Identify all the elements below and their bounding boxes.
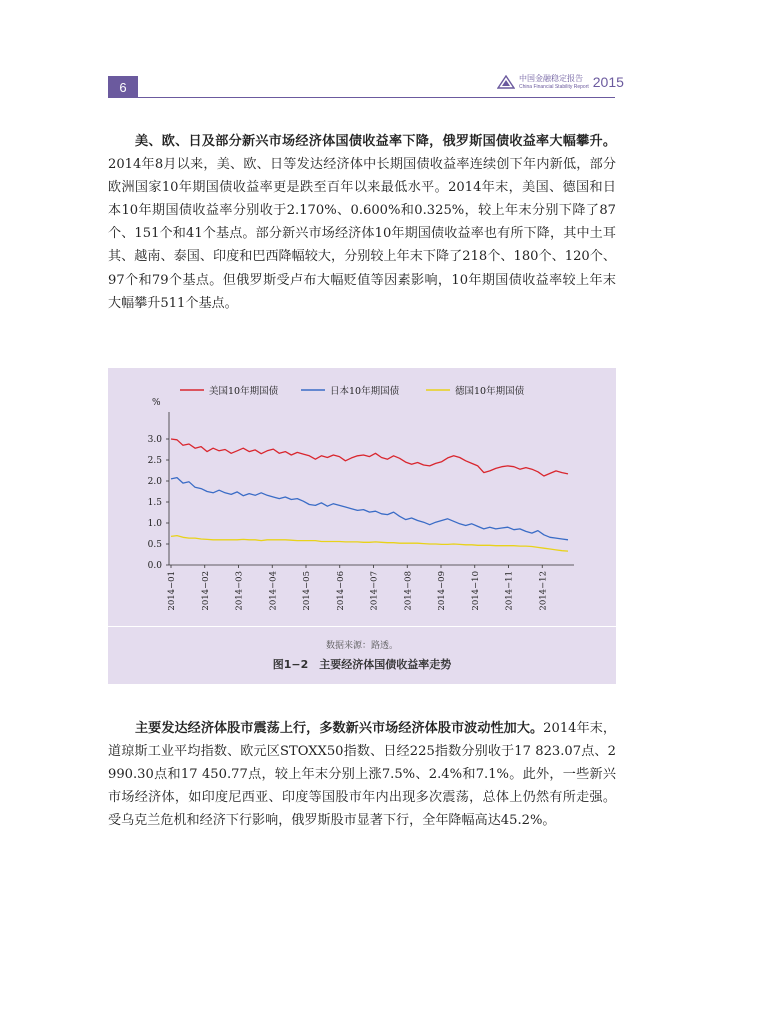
page-number <box>108 76 138 98</box>
paragraph-lead: 主要发达经济体股市震荡上行，多数新兴市场经济体股市波动性加大。 <box>135 721 544 736</box>
report-name <box>519 75 589 90</box>
paragraph-body: 2014年末，道琼斯工业平均指数、欧元区STOXX50指数、日经225指数分别收于17 823.07点、2 990.30点和17 450.77点，较上年末分别上涨7.5%、2.4%和7.1%。此外，一些新兴市场经济体，如印度尼西亚、印度等国股市年内出现多次震荡，总体上仍然有所走强。受乌克兰危机和经济下行影响，俄罗斯股市显著下行，全年降幅高达45.2%。 <box>108 721 616 829</box>
x-tick-label: 2014−06 <box>335 571 346 611</box>
report-title-cn: 中国金融稳定报告 <box>519 73 583 83</box>
y-tick-label: 1.5 <box>147 498 162 508</box>
y-axis-unit-label: % <box>152 398 161 408</box>
bond-yield-line-chart <box>108 368 616 621</box>
x-tick-label: 2014−02 <box>200 571 211 611</box>
y-tick-label: 0.5 <box>147 540 162 550</box>
series-line <box>171 536 568 552</box>
x-tick-label: 2014−09 <box>437 571 447 611</box>
y-tick-label: 3.0 <box>147 435 162 445</box>
x-tick-label: 2014−03 <box>234 571 245 611</box>
x-tick-label: 2014−11 <box>504 571 515 611</box>
legend-label: 德国10年期国债 <box>455 386 525 397</box>
paragraph-stock-markets <box>108 717 616 832</box>
x-tick-label: 2014−12 <box>538 571 549 611</box>
report-header-logo <box>497 74 624 90</box>
series-line <box>171 478 568 540</box>
paragraph-bond-yields <box>108 130 616 315</box>
legend-label: 美国10年期国债 <box>209 386 279 397</box>
figure-divider <box>108 626 616 627</box>
paragraph-lead: 美、欧、日及部分新兴市场经济体国债收益率下降，俄罗斯国债收益率大幅攀升。 <box>135 134 616 149</box>
pyramid-logo-icon <box>497 75 515 89</box>
header-rule <box>108 97 615 98</box>
x-tick-label: 2014−07 <box>369 571 380 611</box>
figure-source: 数据来源：路透。 <box>325 641 398 651</box>
y-tick-label: 2.0 <box>147 477 162 487</box>
report-title-en: China Financial Stability Report <box>519 83 589 90</box>
page-number-text: 6 <box>119 79 127 95</box>
y-tick-label: 1.0 <box>147 519 162 529</box>
legend-label: 日本10年期国债 <box>330 386 400 397</box>
x-tick-label: 2014−05 <box>302 571 312 611</box>
report-year: 2015 <box>592 74 624 90</box>
y-tick-label: 2.5 <box>147 456 162 466</box>
series-line <box>171 439 568 476</box>
paragraph-body: 2014年8月以来，美、欧、日等发达经济体中长期国债收益率连续创下年内新低，部分欧洲国家10年期国债收益率更是跌至百年以来最低水平。2014年末，美国、德国和日本10年期国债收益率分别收于2.170%、0.600%和0.325%，较上年末分别下降了87个、151个和41个基点。部分新兴市场经济体10年期国债收益率也有所下降，其中土耳其、越南、泰国、印度和巴西降幅较大，分别较上年末下降了218个、180个、120个、97个和79个基点。但俄罗斯受卢布大幅贬值等因素影响，10年期国债收益率较上年末大幅攀升511个基点。 <box>108 157 616 311</box>
figure-title: 图1−2 主要经济体国债收益率走势 <box>272 658 452 671</box>
x-tick-label: 2014−01 <box>167 571 177 611</box>
figure-1-2 <box>108 368 616 684</box>
x-tick-label: 2014−08 <box>403 571 414 611</box>
x-tick-label: 2014−04 <box>268 571 279 611</box>
y-tick-label: 0.0 <box>147 561 162 571</box>
x-tick-label: 2014−10 <box>470 571 481 611</box>
